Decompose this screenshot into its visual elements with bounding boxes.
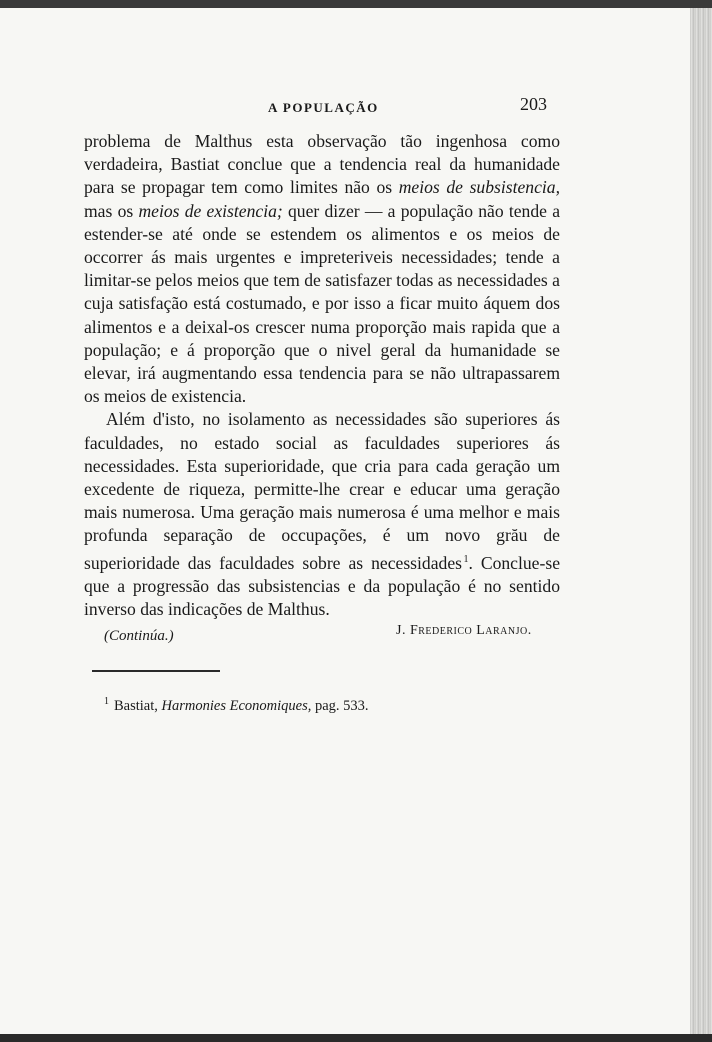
paragraph-1-part-3: quer dizer — a população não tende a estender-se até onde se estendem os alimentos e os meios de occorrer ás mais urgentes e impreteriveis necessidades; tende a limitar-se pelos meios que tem de satisfazer todas as necessidades a cuja satisfação está costumado, e por isso a ficar muito áquem dos alimentos e a deixal-os crescer numa proporção mais rapida que a população; e á proporção que o nivel geral da humanidade se elevar, irá augmentando essa tendencia para se não ultrapassarem os meios de existencia. — [84, 200, 560, 407]
paragraph-1 — [84, 130, 560, 408]
continua-note: (Continúa.) — [104, 628, 174, 644]
footnote-title: Harmonies Economiques, — [161, 697, 312, 714]
paragraph-1-part-1: problema de Malthus esta observação tão ingenhosa como verdadeira, Bastiat conclue que a tendencia real da humanidade para se propagar tem como limites não os — [84, 131, 560, 198]
footnote — [104, 696, 369, 715]
footnote-rule — [92, 670, 220, 672]
body-text — [84, 130, 560, 621]
paragraph-1-part-2: mas os — [84, 200, 139, 221]
running-title: A POPULAÇÃO — [268, 100, 379, 115]
paragraph-2-part-1: Além d'isto, no isolamento as necessidades são superiores ás faculdades, no estado social as faculdades superiores ás necessidades. Esta superioridade, que cria para cada geração um excedente de riqueza, permitte-lhe crear e educar uma geração mais numerosa. Uma geração mais numerosa é uma melhor e mais profunda separação de occupações, é um novo grău de superioridade das faculdades sobre as necessidades — [84, 409, 560, 573]
paragraph-2 — [84, 408, 560, 621]
footnote-mark: 1 — [104, 696, 109, 707]
paragraph-1-italic-2: meios de existencia; — [138, 200, 283, 221]
paragraph-2-part-2: . Conclue-se que a progressão das subsistencias e da população é no sentido inverso das indicações de Malthus. — [84, 552, 560, 619]
scan-top-border — [0, 0, 712, 8]
paragraph-1-italic-1: meios de subsistencia, — [398, 177, 560, 198]
footnote-reference: 1 — [463, 553, 469, 565]
footnote-page: pag. 533. — [314, 697, 369, 714]
author-signature: J. Frederico Laranjo. — [396, 623, 532, 638]
page-stack-edge — [690, 8, 712, 1034]
footnote-author: Bastiat, — [114, 697, 158, 714]
page-number: 203 — [520, 94, 547, 114]
book-page — [0, 8, 690, 1034]
